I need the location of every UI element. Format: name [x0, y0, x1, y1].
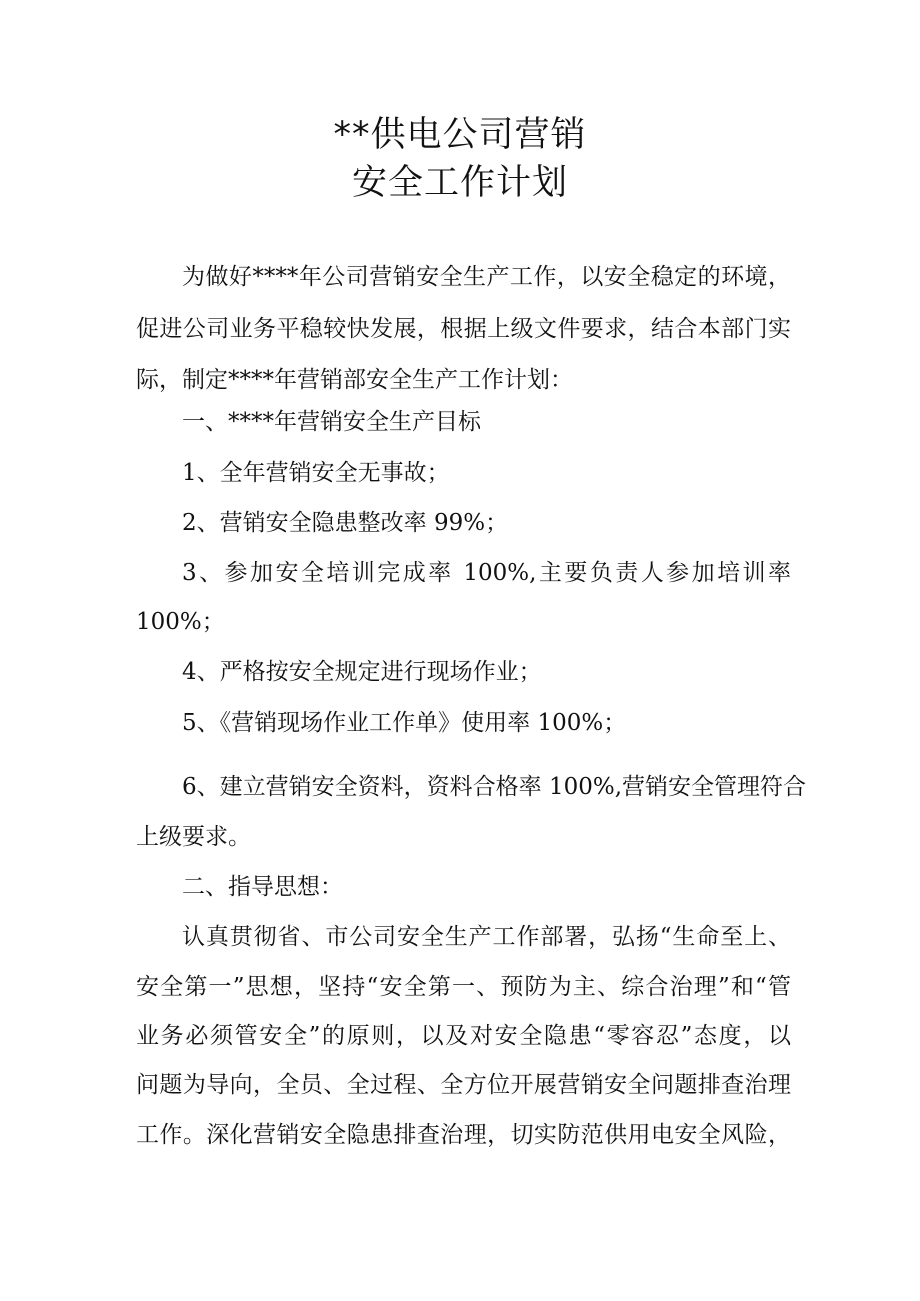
- goal-3-continued: 100%；: [136, 609, 225, 635]
- section-2-line-1: 认真贯彻省、市公司安全生产工作部署，弘扬“生命至上、: [182, 924, 791, 950]
- goal-3: 3、参加安全培训完成率 100%,主要负责人参加培训率: [182, 560, 791, 586]
- section-2-line-2: 安全第一”思想，坚持“安全第一、预防为主、综合治理”和“管: [136, 974, 791, 1000]
- goal-5: 5、《营销现场作业工作单》使用率 100%；: [182, 710, 627, 736]
- section-2-heading: 二、指导思想：: [182, 874, 343, 900]
- section-2-line-3: 业务必须管安全”的原则，以及对安全隐患“零容忍”态度，以: [136, 1023, 791, 1049]
- goal-1: 1、全年营销安全无事故；: [182, 460, 450, 486]
- section-2-line-4: 问题为导向，全员、全过程、全方位开展营销安全问题排查治理: [136, 1072, 791, 1098]
- goal-2: 2、营销安全隐患整改率 99%；: [182, 510, 509, 536]
- goal-6: 6、建立营销安全资料，资料合格率 100%,营销安全管理符合: [182, 774, 807, 800]
- intro-line-3: 际，制定****年营销部安全生产工作计划：: [136, 367, 573, 393]
- goal-6-continued: 上级要求。: [136, 824, 251, 850]
- title-line-2: 安全工作计划: [351, 163, 568, 203]
- intro-line-2: 促进公司业务平稳较快发展，根据上级文件要求，结合本部门实: [136, 316, 791, 342]
- section-2-line-5: 工作。深化营销安全隐患排查治理，切实防范供用电安全风险，: [136, 1122, 791, 1148]
- section-1-heading: 一、****年营销安全生产目标: [182, 409, 481, 435]
- intro-line-1: 为做好****年公司营销安全生产工作，以安全稳定的环境，: [182, 264, 791, 290]
- goal-4: 4、严格按安全规定进行现场作业；: [182, 659, 542, 685]
- title-line-1: **供电公司营销: [333, 115, 587, 155]
